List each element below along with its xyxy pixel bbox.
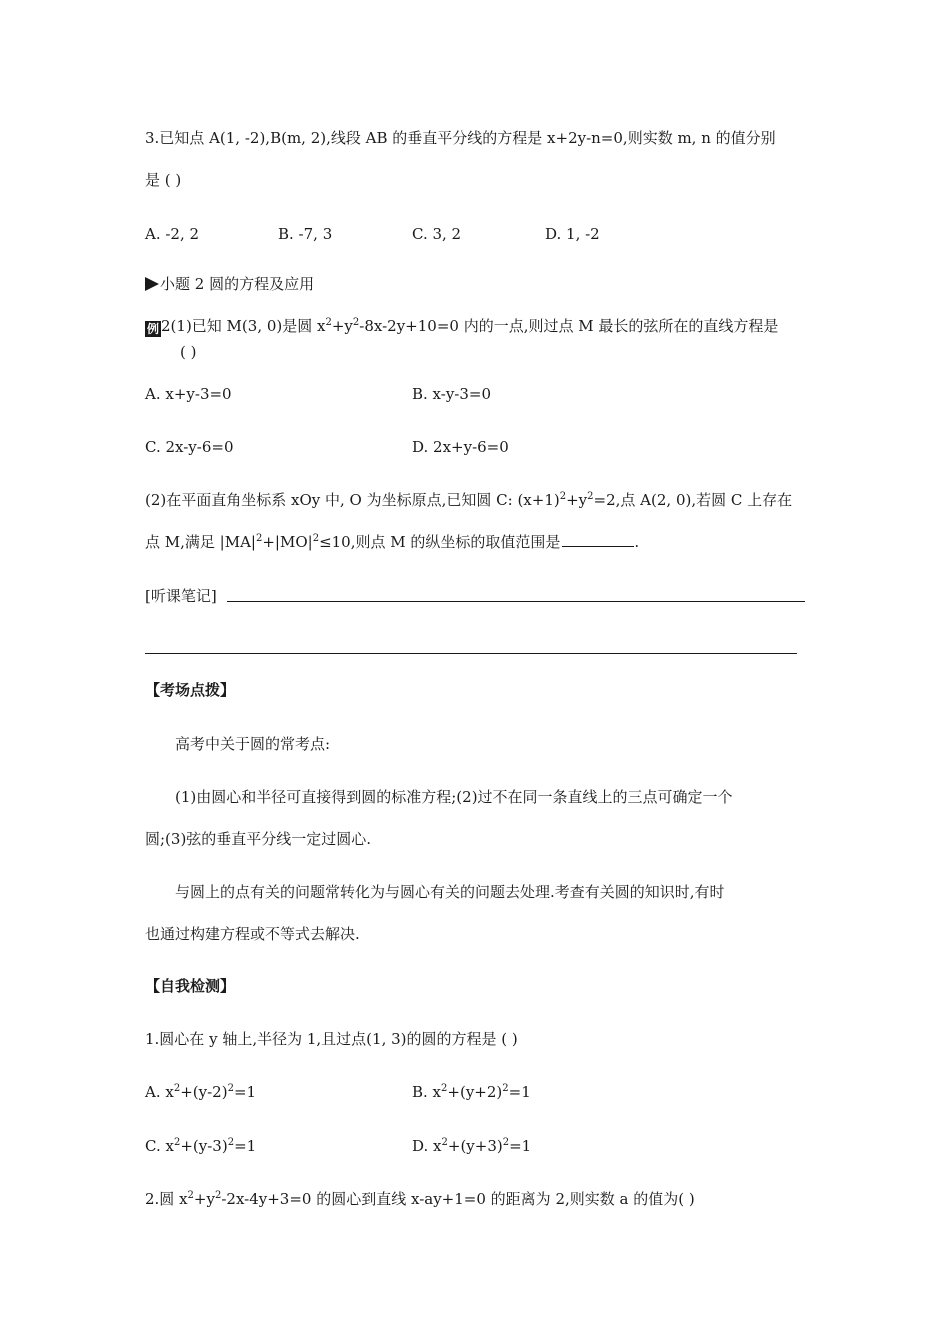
ex2-option-b: B. x-y-3=0: [412, 385, 492, 403]
example-label-icon: 例: [146, 322, 159, 336]
tips-p3-line1: 与圆上的点有关的问题常转化为与圆心有关的问题去处理.考查有关圆的知识时,有时: [175, 883, 725, 901]
ex2-option-c: C. 2x-y-6=0: [145, 438, 234, 456]
answer-blank[interactable]: [562, 532, 634, 547]
q3-option-a: A. -2, 2: [145, 225, 200, 243]
ex2-part1-paren: ( ): [180, 343, 197, 361]
tips-p2-line2: 圆;(3)弦的垂直平分线一定过圆心.: [145, 830, 372, 848]
selfcheck-q1-option-c: C. $x^2+(y-3)^2=1$: [145, 1137, 257, 1155]
selfcheck-q2: 2.圆 $x^2+y^2-2x-4y+3=0$ 的圆心到直线 x-ay+1=0 的距离为 2,则实数 a 的值为( ): [145, 1190, 695, 1208]
topic-2-heading: [145, 274, 314, 294]
ex2-option-d: D. 2x+y-6=0: [412, 438, 509, 456]
selfcheck-q1-option-b: B. $x^2+(y+2)^2=1$: [412, 1083, 531, 1101]
tips-title: 【考场点拨】: [145, 681, 236, 699]
selfcheck-title: 【自我检测】: [145, 977, 236, 995]
tips-p2-line1: (1)由圆心和半径可直接得到圆的标准方程;(2)过不在同一条直线上的三点可确定一个: [175, 788, 733, 806]
notes-label: [听课笔记]: [145, 587, 217, 605]
q3-option-b: B. -7, 3: [278, 225, 333, 243]
selfcheck-q1-option-d: D. $x^2+(y+3)^2=1$: [412, 1137, 532, 1155]
tips-p1: 高考中关于圆的常考点:: [175, 735, 331, 753]
example-2-part1: 例 2(1)已知 M(3, 0)是圆 $x^2+y^2-8x-2y+10=0$ 内的一点,则过点 M 最长的弦所在的直线方程是: [146, 317, 779, 336]
question-3-line1: 3.已知点 A(1, -2),B(m, 2),线段 AB 的垂直平分线的方程是 x+2y-n=0,则实数 m, n 的值分别: [145, 129, 776, 147]
question-3-line2: 是 ( ): [145, 171, 182, 189]
q3-option-c: C. 3, 2: [412, 225, 462, 243]
ex2-part1-a: 2(1)已知 M(3, 0)是圆 x: [161, 317, 326, 335]
selfcheck-q1: 1.圆心在 y 轴上,半径为 1,且过点(1, 3)的圆的方程是 ( ): [145, 1030, 518, 1048]
topic-2-title: 小题 2 圆的方程及应用: [160, 275, 315, 293]
tips-p3-line2: 也通过构建方程或不等式去解决.: [145, 925, 360, 943]
ex2-option-a: A. x+y-3=0: [145, 385, 232, 403]
selfcheck-q1-option-a: A. $x^2+(y-2)^2=1$: [145, 1083, 257, 1101]
ex2-part2-line2: 点 M,满足 $|MA|^2+|MO|^2\le 10$,则点 M 的纵坐标的取值范围是 .: [145, 533, 640, 551]
q3-option-d: D. 1, -2: [545, 225, 600, 243]
ex2-part2-line1: (2)在平面直角坐标系 xOy 中, O 为坐标原点,已知圆 C: $(x+1)^2+y^2=2$,点 A(2, 0),若圆 C 上存在: [145, 491, 793, 509]
notes-line-2[interactable]: [145, 653, 797, 654]
notes-line-1[interactable]: [227, 601, 805, 602]
triangle-marker-icon: [145, 277, 159, 291]
